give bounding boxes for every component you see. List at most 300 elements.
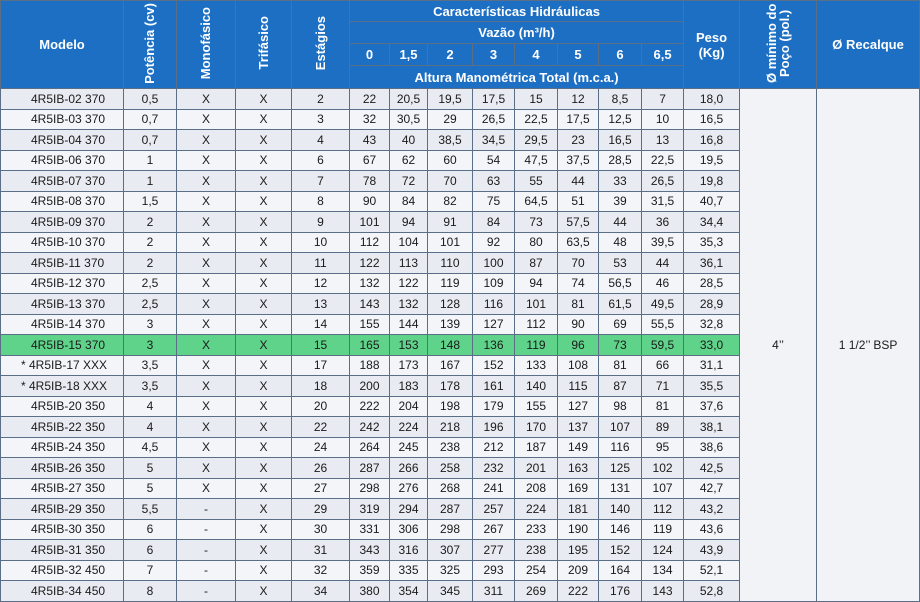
cell-head-6: 12,5 <box>599 109 642 130</box>
cell-estagios: 4 <box>292 130 350 151</box>
cell-model: 4R5IB-34 450 <box>1 581 124 602</box>
cell-estagios: 32 <box>292 560 350 581</box>
header-flow-7: 6,5 <box>642 44 684 66</box>
cell-potencia: 0,7 <box>124 109 177 130</box>
cell-head-3: 109 <box>473 273 515 294</box>
cell-head-7: 107 <box>642 478 684 499</box>
cell-model: 4R5IB-02 370 <box>1 89 124 110</box>
cell-head-0: 122 <box>350 253 390 274</box>
cell-potencia: 5 <box>124 478 177 499</box>
cell-peso: 16,5 <box>684 109 740 130</box>
cell-head-7: 89 <box>642 417 684 438</box>
cell-monofasico: - <box>177 499 236 520</box>
cell-head-6: 53 <box>599 253 642 274</box>
cell-head-0: 32 <box>350 109 390 130</box>
cell-peso: 52,1 <box>684 560 740 581</box>
cell-head-7: 26,5 <box>642 171 684 192</box>
cell-estagios: 22 <box>292 417 350 438</box>
cell-peso: 16,8 <box>684 130 740 151</box>
cell-head-5: 12 <box>558 89 599 110</box>
cell-monofasico: X <box>177 253 236 274</box>
cell-head-7: 55,5 <box>642 314 684 335</box>
cell-head-6: 131 <box>599 478 642 499</box>
cell-head-0: 67 <box>350 150 390 171</box>
cell-head-0: 200 <box>350 376 390 397</box>
cell-head-1: 294 <box>390 499 428 520</box>
header-monofasico-label: Monofásico <box>198 6 213 80</box>
cell-potencia: 1 <box>124 150 177 171</box>
cell-head-1: 335 <box>390 560 428 581</box>
cell-estagios: 24 <box>292 437 350 458</box>
cell-head-6: 140 <box>599 499 642 520</box>
header-flow-0: 0 <box>350 44 390 66</box>
cell-head-3: 179 <box>473 396 515 417</box>
cell-trifasico: X <box>236 212 292 233</box>
cell-head-1: 94 <box>390 212 428 233</box>
cell-estagios: 10 <box>292 232 350 253</box>
cell-head-6: 73 <box>599 335 642 356</box>
cell-potencia: 4 <box>124 396 177 417</box>
cell-trifasico: X <box>236 171 292 192</box>
header-flow-3: 3 <box>473 44 515 66</box>
cell-model: 4R5IB-07 370 <box>1 171 124 192</box>
cell-head-7: 36 <box>642 212 684 233</box>
cell-head-6: 164 <box>599 560 642 581</box>
cell-head-3: 26,5 <box>473 109 515 130</box>
cell-head-7: 71 <box>642 376 684 397</box>
cell-head-4: 224 <box>515 499 558 520</box>
cell-trifasico: X <box>236 109 292 130</box>
cell-head-2: 119 <box>428 273 473 294</box>
cell-head-4: 187 <box>515 437 558 458</box>
cell-head-3: 63 <box>473 171 515 192</box>
cell-head-3: 92 <box>473 232 515 253</box>
cell-head-4: 133 <box>515 355 558 376</box>
cell-monofasico: X <box>177 355 236 376</box>
cell-model: 4R5IB-13 370 <box>1 294 124 315</box>
cell-trifasico: X <box>236 294 292 315</box>
cell-trifasico: X <box>236 499 292 520</box>
cell-head-0: 343 <box>350 540 390 561</box>
header-potencia-label: Potência (cv) <box>142 2 157 84</box>
cell-monofasico: X <box>177 417 236 438</box>
cell-head-6: 98 <box>599 396 642 417</box>
cell-peso: 38,1 <box>684 417 740 438</box>
cell-head-0: 319 <box>350 499 390 520</box>
cell-head-0: 287 <box>350 458 390 479</box>
cell-head-5: 137 <box>558 417 599 438</box>
cell-head-7: 119 <box>642 519 684 540</box>
cell-trifasico: X <box>236 519 292 540</box>
cell-head-1: 224 <box>390 417 428 438</box>
cell-potencia: 1 <box>124 171 177 192</box>
cell-trifasico: X <box>236 273 292 294</box>
cell-head-0: 264 <box>350 437 390 458</box>
cell-head-4: 112 <box>515 314 558 335</box>
cell-peso: 40,7 <box>684 191 740 212</box>
cell-monofasico: X <box>177 191 236 212</box>
cell-head-2: 70 <box>428 171 473 192</box>
cell-head-5: 195 <box>558 540 599 561</box>
cell-head-6: 44 <box>599 212 642 233</box>
cell-monofasico: X <box>177 335 236 356</box>
cell-peso: 31,1 <box>684 355 740 376</box>
cell-poco-minimo: 4’’ <box>740 89 817 602</box>
cell-head-0: 188 <box>350 355 390 376</box>
header-recalque: Ø Recalque <box>817 1 920 89</box>
cell-head-5: 209 <box>558 560 599 581</box>
cell-potencia: 2 <box>124 253 177 274</box>
cell-head-7: 112 <box>642 499 684 520</box>
cell-potencia: 8 <box>124 581 177 602</box>
cell-trifasico: X <box>236 253 292 274</box>
cell-estagios: 13 <box>292 294 350 315</box>
cell-estagios: 20 <box>292 396 350 417</box>
cell-head-4: 15 <box>515 89 558 110</box>
cell-head-1: 104 <box>390 232 428 253</box>
cell-head-5: 51 <box>558 191 599 212</box>
cell-head-2: 82 <box>428 191 473 212</box>
cell-monofasico: X <box>177 396 236 417</box>
header-estagios-label: Estágios <box>312 15 328 71</box>
cell-model: * 4R5IB-17 XXX <box>1 355 124 376</box>
cell-head-3: 257 <box>473 499 515 520</box>
cell-estagios: 8 <box>292 191 350 212</box>
cell-estagios: 14 <box>292 314 350 335</box>
cell-estagios: 29 <box>292 499 350 520</box>
cell-head-2: 258 <box>428 458 473 479</box>
cell-head-7: 10 <box>642 109 684 130</box>
cell-monofasico: - <box>177 540 236 561</box>
cell-head-2: 128 <box>428 294 473 315</box>
cell-peso: 34,4 <box>684 212 740 233</box>
cell-head-4: 233 <box>515 519 558 540</box>
cell-head-5: 44 <box>558 171 599 192</box>
cell-model: 4R5IB-30 350 <box>1 519 124 540</box>
cell-trifasico: X <box>236 314 292 335</box>
cell-head-2: 110 <box>428 253 473 274</box>
cell-head-3: 161 <box>473 376 515 397</box>
cell-head-0: 132 <box>350 273 390 294</box>
cell-potencia: 3 <box>124 335 177 356</box>
cell-trifasico: X <box>236 478 292 499</box>
cell-model: 4R5IB-31 350 <box>1 540 124 561</box>
cell-head-4: 55 <box>515 171 558 192</box>
cell-head-5: 149 <box>558 437 599 458</box>
cell-head-1: 122 <box>390 273 428 294</box>
cell-head-3: 17,5 <box>473 89 515 110</box>
header-flow-5: 5 <box>558 44 599 66</box>
cell-estagios: 34 <box>292 581 350 602</box>
cell-trifasico: X <box>236 376 292 397</box>
header-monofasico <box>177 1 236 89</box>
cell-head-2: 101 <box>428 232 473 253</box>
cell-head-1: 316 <box>390 540 428 561</box>
cell-model: 4R5IB-14 370 <box>1 314 124 335</box>
cell-head-2: 325 <box>428 560 473 581</box>
cell-head-5: 23 <box>558 130 599 151</box>
cell-estagios: 12 <box>292 273 350 294</box>
header-modelo: Modelo <box>1 1 124 89</box>
cell-head-2: 178 <box>428 376 473 397</box>
cell-head-7: 143 <box>642 581 684 602</box>
cell-trifasico: X <box>236 417 292 438</box>
cell-head-1: 72 <box>390 171 428 192</box>
cell-head-7: 39,5 <box>642 232 684 253</box>
cell-head-5: 90 <box>558 314 599 335</box>
cell-model: 4R5IB-24 350 <box>1 437 124 458</box>
cell-head-5: 37,5 <box>558 150 599 171</box>
cell-head-4: 170 <box>515 417 558 438</box>
cell-model: 4R5IB-22 350 <box>1 417 124 438</box>
cell-head-3: 127 <box>473 314 515 335</box>
cell-potencia: 5,5 <box>124 499 177 520</box>
cell-head-2: 345 <box>428 581 473 602</box>
cell-potencia: 2,5 <box>124 273 177 294</box>
cell-peso: 35,3 <box>684 232 740 253</box>
cell-potencia: 3 <box>124 314 177 335</box>
header-caracteristicas: Características Hidráulicas <box>350 1 684 22</box>
cell-head-7: 81 <box>642 396 684 417</box>
cell-monofasico: X <box>177 109 236 130</box>
cell-estagios: 30 <box>292 519 350 540</box>
cell-head-6: 87 <box>599 376 642 397</box>
header-peso <box>684 1 740 89</box>
cell-head-1: 62 <box>390 150 428 171</box>
cell-peso: 42,5 <box>684 458 740 479</box>
cell-head-0: 359 <box>350 560 390 581</box>
cell-head-6: 116 <box>599 437 642 458</box>
cell-head-3: 34,5 <box>473 130 515 151</box>
cell-potencia: 0,7 <box>124 130 177 151</box>
cell-head-7: 46 <box>642 273 684 294</box>
cell-monofasico: X <box>177 376 236 397</box>
cell-trifasico: X <box>236 355 292 376</box>
cell-head-1: 173 <box>390 355 428 376</box>
cell-peso: 33,0 <box>684 335 740 356</box>
table-header <box>1 1 920 89</box>
cell-head-7: 44 <box>642 253 684 274</box>
cell-model: 4R5IB-08 370 <box>1 191 124 212</box>
cell-model: 4R5IB-27 350 <box>1 478 124 499</box>
cell-head-3: 293 <box>473 560 515 581</box>
cell-head-1: 183 <box>390 376 428 397</box>
cell-head-0: 380 <box>350 581 390 602</box>
cell-trifasico: X <box>236 150 292 171</box>
cell-estagios: 15 <box>292 335 350 356</box>
cell-trifasico: X <box>236 89 292 110</box>
cell-head-6: 56,5 <box>599 273 642 294</box>
cell-estagios: 7 <box>292 171 350 192</box>
cell-head-6: 16,5 <box>599 130 642 151</box>
cell-peso: 18,0 <box>684 89 740 110</box>
cell-head-2: 38,5 <box>428 130 473 151</box>
cell-model: 4R5IB-15 370 <box>1 335 124 356</box>
cell-head-1: 153 <box>390 335 428 356</box>
cell-head-3: 212 <box>473 437 515 458</box>
cell-head-3: 54 <box>473 150 515 171</box>
cell-potencia: 2,5 <box>124 294 177 315</box>
cell-head-5: 163 <box>558 458 599 479</box>
header-flow-6: 6 <box>599 44 642 66</box>
header-estagios <box>292 1 350 89</box>
cell-estagios: 31 <box>292 540 350 561</box>
cell-head-1: 132 <box>390 294 428 315</box>
cell-head-5: 96 <box>558 335 599 356</box>
cell-head-6: 48 <box>599 232 642 253</box>
cell-head-7: 13 <box>642 130 684 151</box>
cell-monofasico: - <box>177 560 236 581</box>
cell-model: 4R5IB-29 350 <box>1 499 124 520</box>
cell-head-2: 148 <box>428 335 473 356</box>
cell-head-1: 266 <box>390 458 428 479</box>
cell-head-3: 100 <box>473 253 515 274</box>
cell-head-2: 167 <box>428 355 473 376</box>
cell-estagios: 3 <box>292 109 350 130</box>
cell-potencia: 1,5 <box>124 191 177 212</box>
cell-potencia: 3,5 <box>124 355 177 376</box>
cell-head-4: 94 <box>515 273 558 294</box>
cell-head-5: 181 <box>558 499 599 520</box>
cell-head-2: 91 <box>428 212 473 233</box>
cell-head-4: 155 <box>515 396 558 417</box>
cell-head-1: 204 <box>390 396 428 417</box>
cell-monofasico: X <box>177 150 236 171</box>
cell-head-4: 80 <box>515 232 558 253</box>
cell-head-5: 190 <box>558 519 599 540</box>
cell-head-5: 169 <box>558 478 599 499</box>
cell-monofasico: X <box>177 89 236 110</box>
cell-head-6: 152 <box>599 540 642 561</box>
header-poco <box>740 1 817 89</box>
cell-potencia: 5 <box>124 458 177 479</box>
cell-head-7: 59,5 <box>642 335 684 356</box>
cell-monofasico: X <box>177 458 236 479</box>
cell-head-7: 95 <box>642 437 684 458</box>
cell-head-6: 69 <box>599 314 642 335</box>
cell-monofasico: X <box>177 273 236 294</box>
cell-head-1: 306 <box>390 519 428 540</box>
cell-head-7: 66 <box>642 355 684 376</box>
cell-head-0: 298 <box>350 478 390 499</box>
cell-head-2: 298 <box>428 519 473 540</box>
cell-peso: 32,8 <box>684 314 740 335</box>
cell-potencia: 6 <box>124 519 177 540</box>
header-trifasico-label: Trifásico <box>255 16 271 70</box>
cell-peso: 28,5 <box>684 273 740 294</box>
cell-trifasico: X <box>236 540 292 561</box>
cell-head-5: 108 <box>558 355 599 376</box>
cell-head-1: 276 <box>390 478 428 499</box>
cell-head-1: 245 <box>390 437 428 458</box>
cell-head-0: 242 <box>350 417 390 438</box>
cell-head-4: 254 <box>515 560 558 581</box>
cell-head-3: 311 <box>473 581 515 602</box>
cell-peso: 43,2 <box>684 499 740 520</box>
header-trifasico <box>236 1 292 89</box>
cell-head-1: 84 <box>390 191 428 212</box>
cell-model: 4R5IB-10 370 <box>1 232 124 253</box>
cell-head-6: 61,5 <box>599 294 642 315</box>
cell-potencia: 6 <box>124 540 177 561</box>
cell-model: 4R5IB-04 370 <box>1 130 124 151</box>
cell-trifasico: X <box>236 232 292 253</box>
cell-monofasico: X <box>177 232 236 253</box>
cell-recalque: 1 1/2’’ BSP <box>817 89 920 602</box>
cell-head-1: 30,5 <box>390 109 428 130</box>
cell-trifasico: X <box>236 581 292 602</box>
header-flow-4: 4 <box>515 44 558 66</box>
cell-head-6: 39 <box>599 191 642 212</box>
cell-monofasico: - <box>177 519 236 540</box>
table-body <box>1 89 920 602</box>
cell-trifasico: X <box>236 437 292 458</box>
cell-potencia: 0,5 <box>124 89 177 110</box>
cell-monofasico: X <box>177 437 236 458</box>
cell-head-6: 33 <box>599 171 642 192</box>
cell-head-5: 81 <box>558 294 599 315</box>
cell-head-4: 201 <box>515 458 558 479</box>
header-poco-label: Ø mínimo do Poço (pol.) <box>764 3 793 83</box>
cell-model: 4R5IB-09 370 <box>1 212 124 233</box>
cell-head-4: 64,5 <box>515 191 558 212</box>
cell-estagios: 27 <box>292 478 350 499</box>
cell-head-0: 165 <box>350 335 390 356</box>
cell-head-2: 19,5 <box>428 89 473 110</box>
cell-peso: 19,5 <box>684 150 740 171</box>
cell-model: 4R5IB-32 450 <box>1 560 124 581</box>
cell-head-7: 22,5 <box>642 150 684 171</box>
cell-estagios: 26 <box>292 458 350 479</box>
cell-head-3: 136 <box>473 335 515 356</box>
cell-peso: 19,8 <box>684 171 740 192</box>
cell-peso: 43,6 <box>684 519 740 540</box>
cell-head-3: 152 <box>473 355 515 376</box>
cell-monofasico: X <box>177 130 236 151</box>
cell-head-3: 75 <box>473 191 515 212</box>
cell-head-3: 116 <box>473 294 515 315</box>
cell-head-6: 81 <box>599 355 642 376</box>
cell-model: 4R5IB-06 370 <box>1 150 124 171</box>
cell-head-2: 268 <box>428 478 473 499</box>
cell-monofasico: X <box>177 294 236 315</box>
cell-head-3: 241 <box>473 478 515 499</box>
cell-peso: 28,9 <box>684 294 740 315</box>
cell-head-5: 127 <box>558 396 599 417</box>
cell-estagios: 9 <box>292 212 350 233</box>
cell-monofasico: X <box>177 212 236 233</box>
cell-head-2: 198 <box>428 396 473 417</box>
cell-peso: 42,7 <box>684 478 740 499</box>
cell-head-0: 143 <box>350 294 390 315</box>
cell-estagios: 6 <box>292 150 350 171</box>
cell-head-3: 196 <box>473 417 515 438</box>
cell-peso: 38,6 <box>684 437 740 458</box>
header-vazao: Vazão (m³/h) <box>350 22 684 44</box>
cell-head-4: 73 <box>515 212 558 233</box>
cell-head-2: 60 <box>428 150 473 171</box>
cell-estagios: 11 <box>292 253 350 274</box>
cell-head-7: 49,5 <box>642 294 684 315</box>
cell-head-4: 269 <box>515 581 558 602</box>
cell-head-4: 47,5 <box>515 150 558 171</box>
cell-head-2: 307 <box>428 540 473 561</box>
cell-head-7: 134 <box>642 560 684 581</box>
cell-head-0: 331 <box>350 519 390 540</box>
cell-model: 4R5IB-03 370 <box>1 109 124 130</box>
cell-trifasico: X <box>236 396 292 417</box>
cell-head-1: 20,5 <box>390 89 428 110</box>
